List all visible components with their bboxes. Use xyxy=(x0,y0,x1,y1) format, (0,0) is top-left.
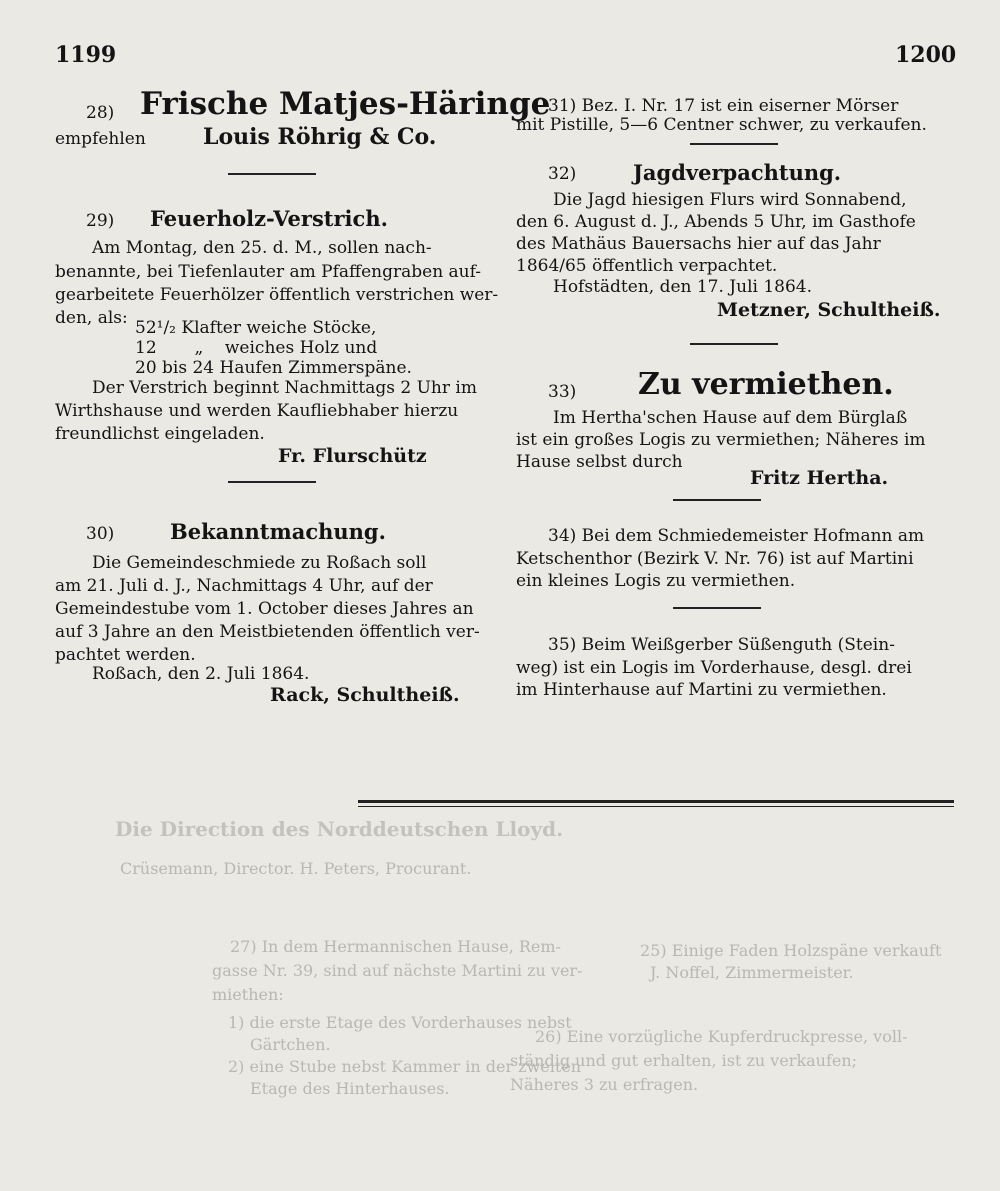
bleedthrough-line: 1) die erste Etage des Vorderhauses nebst xyxy=(228,1013,572,1032)
ad-text-line: freundlichst eingeladen. xyxy=(55,424,265,444)
section-divider xyxy=(358,806,954,807)
ad-text-line: 1864/65 öffentlich verpachtet. xyxy=(516,256,778,276)
bleedthrough-line: Etage des Hinterhauses. xyxy=(250,1079,450,1098)
bleedthrough-line: Die Direction des Norddeutschen Lloyd. xyxy=(115,817,564,841)
ad-signature: Fritz Hertha. xyxy=(750,467,889,489)
section-divider xyxy=(358,800,954,803)
bleedthrough-line: 25) Einige Faden Holzspäne verkauft xyxy=(640,941,942,960)
separator-line xyxy=(228,481,316,483)
ad-number: 28) xyxy=(86,103,115,123)
ad-text-line: pachtet werden. xyxy=(55,645,196,665)
ad-number: 29) xyxy=(86,211,115,231)
ad-text-line: 35) Beim Weißgerber Süßenguth (Stein- xyxy=(548,635,895,655)
ad-text-line: Die Jagd hiesigen Flurs wird Sonnabend, xyxy=(553,190,907,210)
bleedthrough-line: Näheres 3 zu erfragen. xyxy=(510,1075,699,1094)
ad-text-line: Ketschenthor (Bezirk V. Nr. 76) ist auf Martini xyxy=(516,549,914,569)
ad-place-date: Hofstädten, den 17. Juli 1864. xyxy=(553,277,813,297)
ad-firm-name: Louis Röhrig & Co. xyxy=(203,124,437,150)
bleedthrough-line: 2) eine Stube nebst Kammer in der zweiten xyxy=(228,1057,582,1076)
ad-text-line: mit Pistille, 5—6 Centner schwer, zu verkaufen. xyxy=(516,115,927,135)
bleedthrough-line: ständig und gut erhalten, ist zu verkaufen; xyxy=(510,1051,858,1070)
ad-title: Feuerholz-Verstrich. xyxy=(150,206,388,231)
separator-line xyxy=(673,607,761,609)
ad-list-item: 52¹/₂ Klafter weiche Stöcke, xyxy=(135,318,377,338)
bleedthrough-line: J. Noffel, Zimmermeister. xyxy=(650,963,854,982)
ad-text-line: benannte, bei Tiefenlauter am Pfaffengraben auf- xyxy=(55,262,482,282)
ad-list-item: 12 „ weiches Holz und xyxy=(135,338,378,358)
separator-line xyxy=(228,173,316,175)
ad-text-line: auf 3 Jahre an den Meistbietenden öffentlich ver- xyxy=(55,622,480,642)
ad-text-line: Hause selbst durch xyxy=(516,452,683,472)
bleedthrough-line: 27) In dem Hermannischen Hause, Rem- xyxy=(230,937,561,956)
ad-text-line: am 21. Juli d. J., Nachmittags 4 Uhr, auf der xyxy=(55,576,433,596)
ad-list-item: 20 bis 24 Haufen Zimmerspäne. xyxy=(135,358,412,378)
ad-text-line: ein kleines Logis zu vermiethen. xyxy=(516,571,796,591)
ad-signature: Fr. Flurschütz xyxy=(278,445,427,467)
page-number-left: 1199 xyxy=(55,42,117,68)
ad-signature: Rack, Schultheiß. xyxy=(270,684,460,706)
ad-text-line: Der Verstrich beginnt Nachmittags 2 Uhr im xyxy=(92,378,477,398)
ad-text-line: im Hinterhause auf Martini zu vermiethen. xyxy=(516,680,887,700)
bleedthrough-line: Gärtchen. xyxy=(250,1035,331,1054)
page-number-right: 1200 xyxy=(895,42,957,68)
ad-title: Bekanntmachung. xyxy=(170,519,386,544)
ad-title: Zu vermiethen. xyxy=(638,367,894,402)
ad-number: 32) xyxy=(548,164,577,184)
separator-line xyxy=(690,143,778,145)
ad-text-line: des Mathäus Bauersachs hier auf das Jahr xyxy=(516,234,881,254)
ad-text-line: den 6. August d. J., Abends 5 Uhr, im Gasthofe xyxy=(516,212,916,232)
bleedthrough-line: 26) Eine vorzügliche Kupferdruckpresse, voll- xyxy=(535,1027,908,1046)
ad-place-date: Roßach, den 2. Juli 1864. xyxy=(92,664,310,684)
separator-line xyxy=(673,499,761,501)
ad-title: Jagdverpachtung. xyxy=(633,160,842,185)
ad-lead-text: empfehlen xyxy=(55,129,146,149)
ad-text-line: weg) ist ein Logis im Vorderhause, desgl. drei xyxy=(516,658,912,678)
ad-text-line: Die Gemeindeschmiede zu Roßach soll xyxy=(92,553,427,573)
ad-text-line: ist ein großes Logis zu vermiethen; Näheres im xyxy=(516,430,926,450)
ad-number: 33) xyxy=(548,382,577,402)
ad-text-line: gearbeitete Feuerhölzer öffentlich verstrichen wer- xyxy=(55,285,499,305)
ad-signature: Metzner, Schultheiß. xyxy=(717,299,941,321)
ad-text-line: Wirthshause und werden Kaufliebhaber hierzu xyxy=(55,401,459,421)
ad-text-line: Im Hertha'schen Hause auf dem Bürglaß xyxy=(553,408,908,428)
ad-text-line: Am Montag, den 25. d. M., sollen nach- xyxy=(92,238,432,258)
ad-text-line: den, als: xyxy=(55,308,128,328)
ad-text-line: 31) Bez. I. Nr. 17 ist ein eiserner Mörser xyxy=(548,96,899,116)
bleedthrough-line: Crüsemann, Director. H. Peters, Procurant. xyxy=(120,859,472,878)
bleedthrough-line: gasse Nr. 39, sind auf nächste Martini zu ver- xyxy=(212,961,583,980)
ad-text-line: 34) Bei dem Schmiedemeister Hofmann am xyxy=(548,526,925,546)
ad-number: 30) xyxy=(86,524,115,544)
ad-text-line: Gemeindestube vom 1. October dieses Jahres an xyxy=(55,599,474,619)
ad-headline: Frische Matjes-Häringe xyxy=(140,86,551,122)
separator-line xyxy=(690,343,778,345)
bleedthrough-line: miethen: xyxy=(212,985,284,1004)
